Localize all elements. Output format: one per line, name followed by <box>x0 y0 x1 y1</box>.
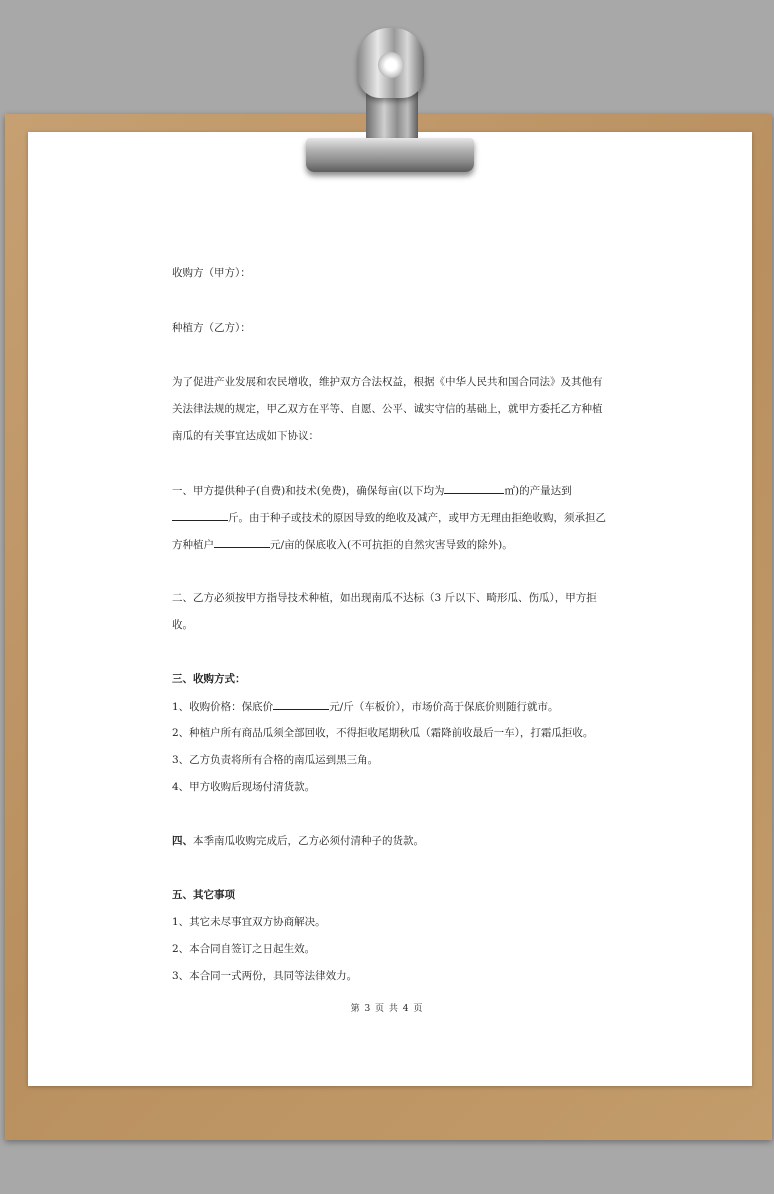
section1-line-2 <box>172 509 606 525</box>
section4-line <box>172 833 424 848</box>
section1-line-3 <box>172 536 513 552</box>
section1-text-a: 一、甲方提供种子(自费)和技术(免费)，确保每亩(以下均为 <box>172 485 445 497</box>
section3-item-1 <box>172 698 558 714</box>
section5-item-2: 2、本合同自签订之日起生效。 <box>172 943 316 955</box>
intro-line-2: 关法律法规的规定，甲乙双方在平等、自愿、公平、诚实守信的基础上，就甲方委托乙方种植 <box>172 403 603 415</box>
intro-line-1: 为了促进产业发展和农民增收，维护双方合法权益，根据《中华人民共和国合同法》及其他有 <box>172 376 603 388</box>
income-blank <box>214 536 270 548</box>
section1-text-e: 元/亩的保底收入(不可抗拒的自然灾害导致的除外)。 <box>270 539 513 551</box>
section1-text-d: 方种植户 <box>172 539 214 551</box>
section1-text-c: 斤。由于种子或技术的原因导致的绝收及减产，或甲方无理由拒绝收购，须承担乙 <box>228 512 606 524</box>
section3-item-3: 3、乙方负责将所有合格的南瓜运到黑三角。 <box>172 754 379 766</box>
buyer-line: 收购方（甲方）： <box>172 267 251 279</box>
document-page <box>28 132 752 1086</box>
page-number: 第 3 页 共 4 页 <box>350 1004 424 1014</box>
section1-line-1 <box>172 482 572 498</box>
section4-text: 本季南瓜收购完成后，乙方必须付清种子的货款。 <box>193 835 424 847</box>
clip-hole <box>378 52 404 78</box>
section1-text-b: ㎡)的产量达到 <box>504 485 572 497</box>
grower-line: 种植方（乙方）： <box>172 322 251 334</box>
section3-title: 三、收购方式： <box>172 673 246 685</box>
section3-item-2: 2、种植户所有商品瓜须全部回收，不得拒收尾期秋瓜（霜降前收最后一车），打霜瓜拒收。 <box>172 727 594 739</box>
section5-title: 五、其它事项 <box>172 889 235 901</box>
price-text-a: 1、收购价格：保底价 <box>172 701 274 713</box>
section5-item-3: 3、本合同一式两份，具同等法律效力。 <box>172 970 358 982</box>
intro-line-3: 南瓜的有关事宜达成如下协议： <box>172 430 319 442</box>
price-blank <box>273 698 329 710</box>
section5-item-1: 1、其它未尽事宜双方协商解决。 <box>172 916 326 928</box>
yield-blank <box>172 509 228 521</box>
clip-base <box>306 138 474 172</box>
section3-item-4: 4、甲方收购后现场付清货款。 <box>172 781 316 793</box>
section2-line-2: 收。 <box>172 619 193 631</box>
price-text-b: 元/斤（车板价），市场价高于保底价则随行就市。 <box>329 701 559 713</box>
section4-title: 四、 <box>172 835 193 847</box>
area-blank <box>444 482 504 494</box>
section2-line-1: 二、乙方必须按甲方指导技术种植，如出现南瓜不达标（3 斤以下、畸形瓜、伤瓜），甲方拒 <box>172 592 597 604</box>
